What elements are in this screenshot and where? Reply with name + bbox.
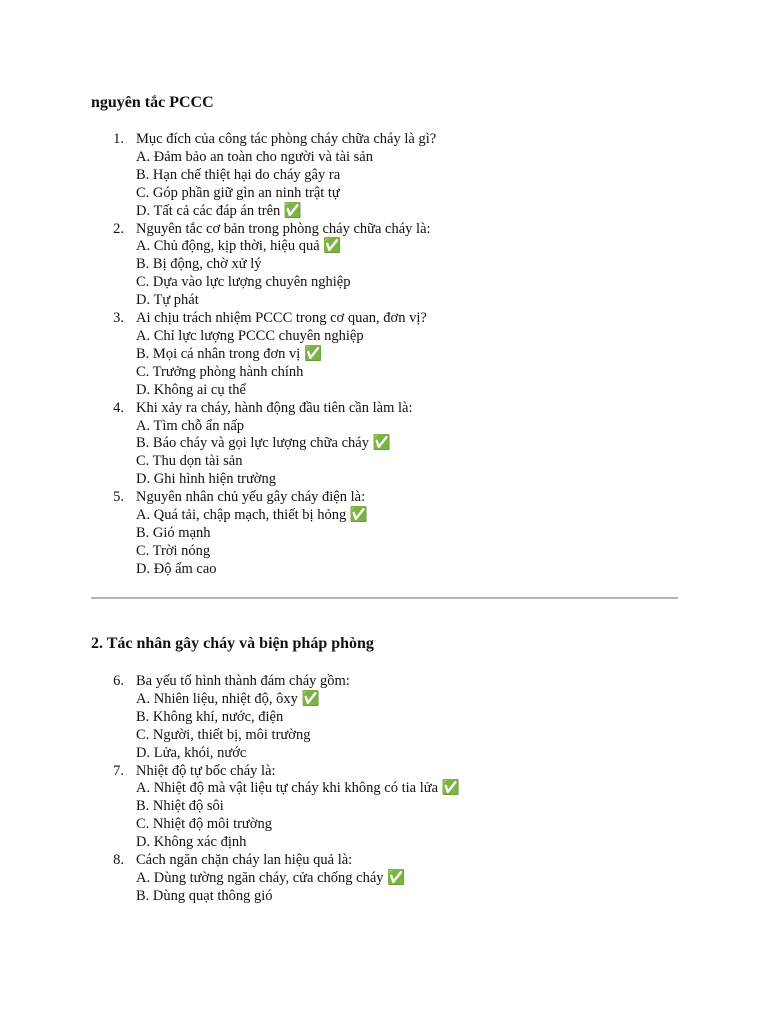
question-text: Khi xảy ra cháy, hành động đầu tiên cần làm là: xyxy=(136,399,413,416)
option-d: D. Độ ẩm cao xyxy=(136,560,217,577)
section-1-title: nguyên tắc PCCC xyxy=(91,94,214,111)
question-number: 4. xyxy=(113,399,124,416)
option-d: D. Không xác định xyxy=(136,834,247,851)
option-b: B. Nhiệt độ sôi xyxy=(136,798,224,815)
option-b: B. Mọi cá nhân trong đơn vị ✅ xyxy=(136,345,323,362)
section-2-title: 2. Tác nhân gây cháy và biện pháp phòng xyxy=(91,635,374,652)
question-text: Mục đích của công tác phòng cháy chữa cháy là gì? xyxy=(136,131,437,147)
option-d: D. Tự phát xyxy=(136,292,199,309)
option-a: A. Quá tải, chập mạch, thiết bị hỏng ✅ xyxy=(136,507,368,524)
option-c: C. Trời nóng xyxy=(136,542,211,559)
option-d: D. Ghi hình hiện trường xyxy=(136,471,276,488)
option-c: C. Nhiệt độ môi trường xyxy=(136,816,272,833)
option-c: C. Thu dọn tài sản xyxy=(136,453,243,470)
question-1 xyxy=(110,131,436,221)
question-text: Nguyên nhân chủ yếu gây cháy điện là: xyxy=(136,489,366,506)
option-b: B. Không khí, nước, điện xyxy=(136,708,284,725)
option-a: A. Đảm bảo an toàn cho người và tài sản xyxy=(136,148,373,165)
option-c: C. Trưởng phòng hành chính xyxy=(136,363,304,380)
option-c: C. Người, thiết bị, môi trường xyxy=(136,726,311,743)
question-number: 3. xyxy=(113,310,124,327)
question-list-section-2 xyxy=(110,673,460,906)
option-d: D. Tất cả các đáp án trên ✅ xyxy=(136,202,302,219)
horizontal-divider xyxy=(91,597,678,599)
option-a: A. Chỉ lực lượng PCCC chuyên nghiệp xyxy=(136,327,364,344)
question-number: 7. xyxy=(113,762,124,779)
option-b: B. Dùng quạt thông gió xyxy=(136,887,273,904)
question-text: Nhiệt độ tự bốc cháy là: xyxy=(136,762,276,779)
option-a: A. Nhiên liệu, nhiệt độ, ôxy ✅ xyxy=(136,690,320,707)
question-text: Nguyên tắc cơ bản trong phòng cháy chữa cháy là: xyxy=(136,220,431,237)
question-4 xyxy=(110,400,436,490)
question-text: Ba yếu tố hình thành đám cháy gồm: xyxy=(136,673,350,689)
question-number: 5. xyxy=(113,489,124,506)
question-5 xyxy=(110,489,436,579)
option-b: B. Gió mạnh xyxy=(136,524,211,541)
question-3 xyxy=(110,310,436,400)
question-text: Ai chịu trách nhiệm PCCC trong cơ quan, đơn vị? xyxy=(136,310,427,327)
option-a: A. Chủ động, kịp thời, hiệu quả ✅ xyxy=(136,238,342,255)
question-number: 2. xyxy=(113,220,124,237)
option-b: B. Hạn chế thiệt hại do cháy gây ra xyxy=(136,166,341,183)
option-b: B. Bị động, chờ xử lý xyxy=(136,256,262,273)
option-b: B. Báo cháy và gọi lực lượng chữa cháy ✅ xyxy=(136,435,391,452)
question-8 xyxy=(110,852,460,906)
question-number: 8. xyxy=(113,852,124,869)
option-a: A. Tìm chỗ ẩn nấp xyxy=(136,417,245,434)
option-c: C. Dựa vào lực lượng chuyên nghiệp xyxy=(136,274,351,291)
question-7 xyxy=(110,763,460,853)
question-2 xyxy=(110,221,436,311)
question-list-section-1 xyxy=(110,131,436,579)
option-d: D. Không ai cụ thể xyxy=(136,381,246,398)
question-number: 1. xyxy=(113,131,124,147)
option-a: A. Nhiệt độ mà vật liệu tự cháy khi không có tia lửa ✅ xyxy=(136,780,460,797)
question-text: Cách ngăn chặn cháy lan hiệu quả là: xyxy=(136,852,353,869)
option-a: A. Dùng tường ngăn cháy, cửa chống cháy ✅ xyxy=(136,869,406,886)
question-number: 6. xyxy=(113,673,124,689)
option-d: D. Lửa, khói, nước xyxy=(136,744,247,761)
option-c: C. Góp phần giữ gìn an ninh trật tự xyxy=(136,184,340,201)
question-6 xyxy=(110,673,460,763)
